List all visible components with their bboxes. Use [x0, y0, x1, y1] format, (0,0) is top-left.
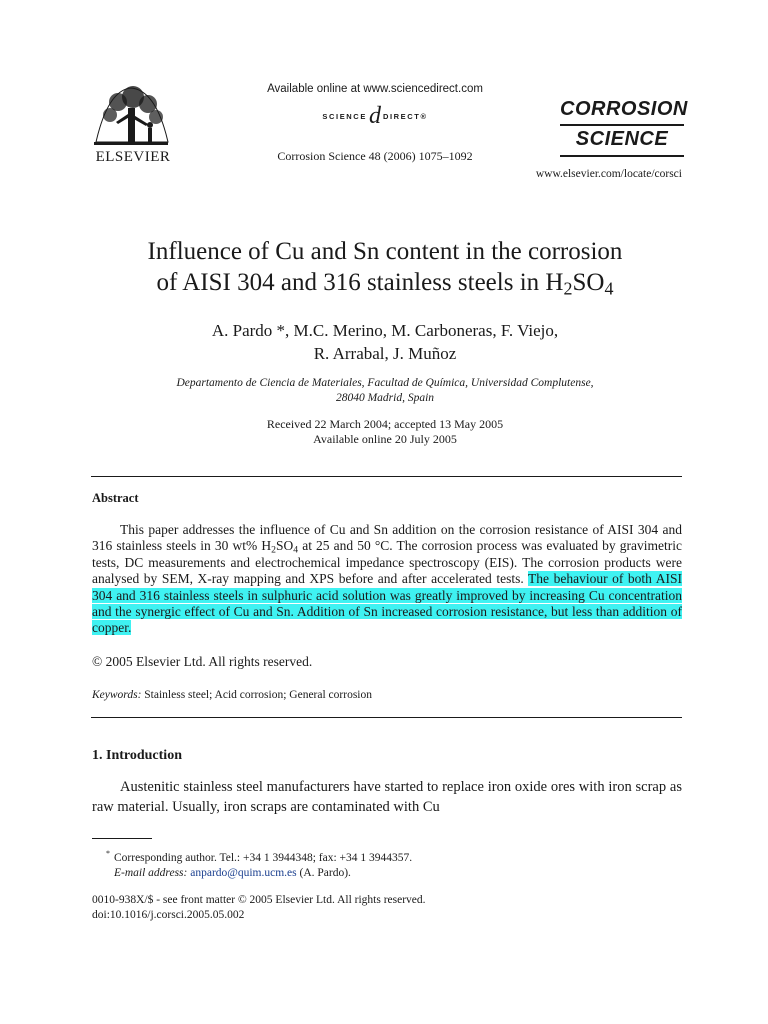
email-suffix: (A. Pardo).	[296, 866, 351, 879]
title-subscript-4: 4	[604, 278, 614, 299]
email-link[interactable]: anpardo@quim.ucm.es	[190, 866, 297, 879]
journal-citation: Corrosion Science 48 (2006) 1075–1092	[277, 149, 473, 163]
elsevier-tree-logo-icon	[88, 82, 174, 150]
sd-logo-left: SCIENCE	[322, 111, 367, 121]
title-line2-so: SO	[572, 269, 605, 296]
journal-logo-line2: SCIENCE	[575, 128, 669, 150]
abstract-text-part1: This paper addresses the influence of Cu and Sn addition on the corrosion resistance of AISI 304 and 316 stainless steels in 30 wt% H	[92, 522, 682, 554]
available-online-link[interactable]: Available online at www.sciencedirect.com	[267, 83, 483, 95]
front-matter-info	[92, 893, 426, 923]
abstract-bottom-rule	[91, 717, 682, 718]
abstract-subscript-4: 4	[293, 544, 299, 556]
authors-line2: R. Arrabal, J. Muñoz	[313, 344, 457, 363]
corresponding-author: Corresponding author. Tel.: +34 1 3944348; fax: +34 1 3944357.	[114, 851, 413, 864]
article-title	[60, 236, 710, 298]
publisher-name: ELSEVIER	[95, 149, 171, 165]
online-date: Available online 20 July 2005	[313, 432, 457, 446]
introduction-heading: 1. Introduction	[92, 748, 182, 763]
title-line2: of AISI 304 and 316 stainless steels in H	[156, 269, 564, 296]
affiliation-line2: 28040 Madrid, Spain	[335, 392, 435, 404]
journal-logo-underline	[560, 155, 684, 157]
sciencedirect-logo	[285, 103, 465, 129]
journal-url-link[interactable]: www.elsevier.com/locate/corsci	[535, 168, 682, 180]
email-label: E-mail address:	[114, 866, 188, 879]
abstract-text-part2: SO	[275, 538, 294, 554]
abstract-top-rule	[91, 476, 682, 477]
keywords	[92, 689, 372, 701]
title-subscript-2: 2	[563, 278, 573, 299]
affiliation	[60, 376, 710, 406]
doi-link[interactable]: doi:10.1016/j.corsci.2005.05.002	[92, 909, 245, 921]
journal-logo-line1: CORROSION	[560, 98, 688, 120]
sd-logo-right: DIRECT®	[382, 111, 428, 121]
abstract-copyright: © 2005 Elsevier Ltd. All rights reserved.	[92, 654, 313, 669]
affiliation-line1: Departamento de Ciencia de Materiales, Facultad de Química, Universidad Complutense,	[176, 377, 594, 389]
footnote-corresponding	[92, 846, 682, 881]
abstract-heading: Abstract	[92, 491, 139, 505]
keywords-label: Keywords:	[92, 689, 142, 701]
abstract-highlighted-text[interactable]: The behaviour of both AISI 304 and 316 stainless steels in sulphuric acid solution was greatly improved by increasing Cu concentration and the synergic effect of Cu and Sn. Addition of Sn increased corrosion resistance, but less than addition of copper.	[92, 571, 682, 636]
received-date: Received 22 March 2004; accepted 13 May 2005	[266, 417, 504, 431]
abstract-text-part3: at 25 and 50 °C. The corrosion process was evaluated by gravimetric tests, DC measurements and electrochemical impedance spectroscopy (EIS). The corrosion products were analysed by SEM, X-ray mapping and XPS before and after accelerated tests.	[92, 538, 682, 587]
keywords-list: Stainless steel; Acid corrosion; General corrosion	[141, 689, 372, 701]
footnote-star: *	[106, 849, 110, 858]
title-line1: Influence of Cu and Sn content in the corrosion	[147, 238, 623, 265]
abstract-subscript-2: 2	[271, 544, 276, 556]
abstract-text	[92, 522, 682, 637]
article-dates	[60, 417, 710, 447]
sd-logo-mark-icon: d	[368, 103, 381, 129]
introduction-text: Austenitic stainless steel manufacturers have started to replace iron oxide ores with iron scrap as raw material. Usually, iron scraps are contaminated with Cu	[92, 779, 682, 815]
footnote-rule	[92, 838, 152, 839]
issn-line: 0010-938X/$ - see front matter © 2005 Elsevier Ltd. All rights reserved.	[92, 894, 426, 906]
author-list	[60, 319, 710, 365]
journal-logo-divider	[560, 124, 684, 126]
authors-line1: A. Pardo *, M.C. Merino, M. Carboneras, F. Viejo,	[211, 321, 559, 340]
